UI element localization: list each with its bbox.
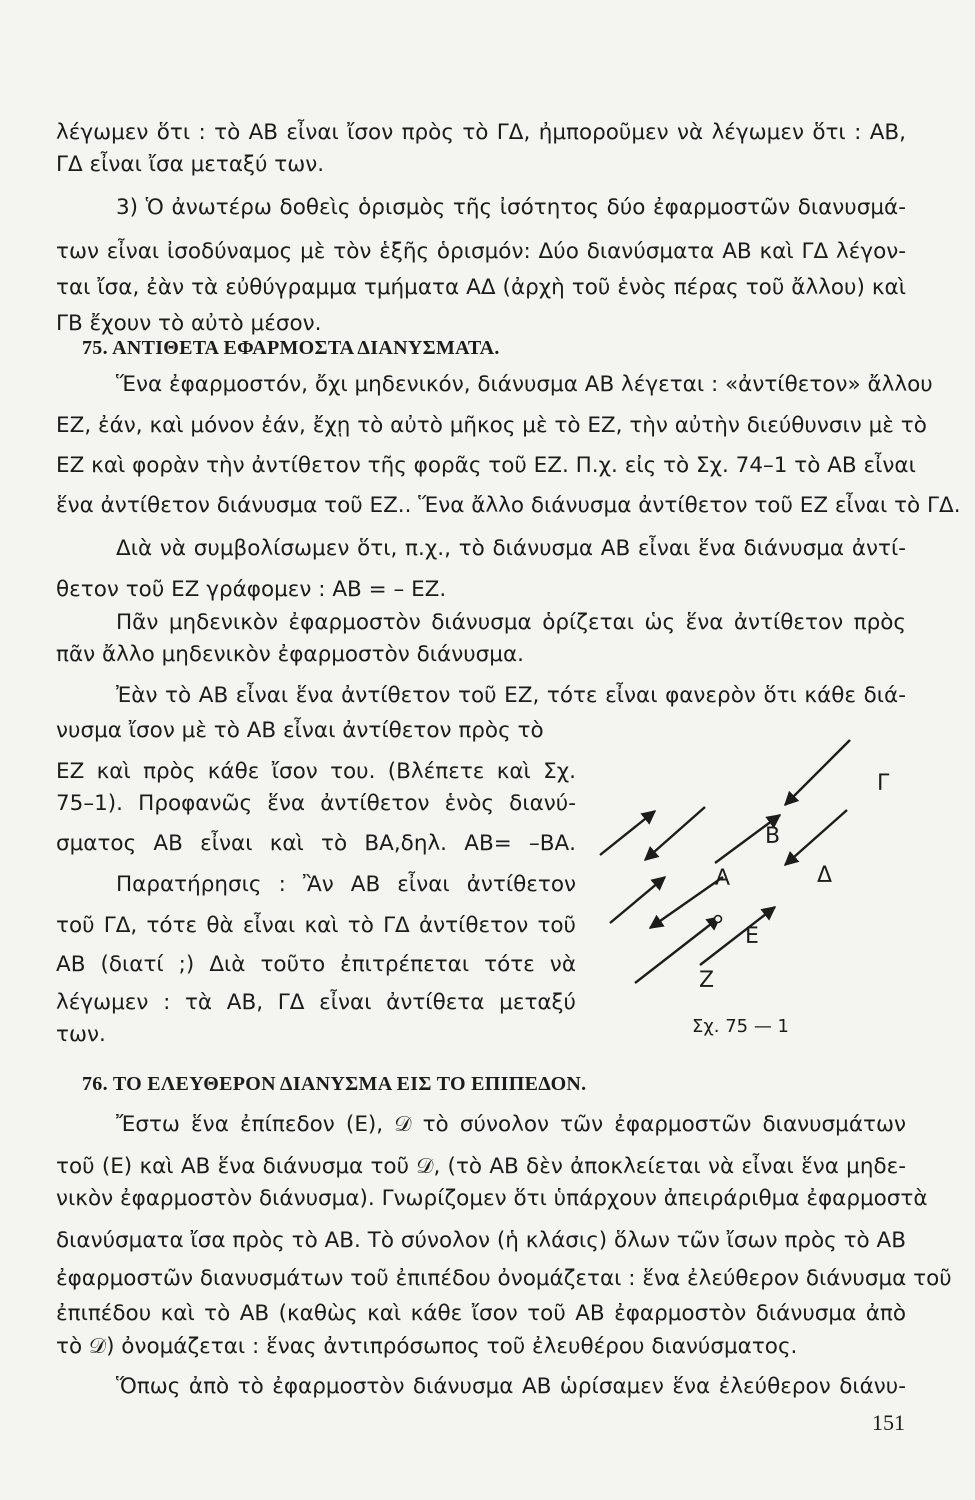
text-line: ται ἴσα, ἐὰν τὰ εὐθύγραμμα τμήματα ΑΔ (ἀρχὴ τοῦ ἑνὸς πέρας τοῦ ἄλλου) καὶ bbox=[56, 275, 906, 300]
text-line: ΓΔ εἶναι ἴσα μεταξύ των. bbox=[56, 152, 325, 177]
text-line: σματος ΑΒ εἶναι καὶ τὸ ΒΑ,δηλ. ΑΒ= –ΒΑ. bbox=[56, 831, 576, 856]
vector-upper-2 bbox=[645, 807, 705, 860]
label-gamma: Γ bbox=[877, 771, 890, 796]
label-epsilon: Ε bbox=[745, 924, 759, 949]
text-line: Ἕνα ἐφαρμοστόν, ὄχι μηδενικόν, διάνυσμα ΑΒ λέγεται : «ἀντίθετον» ἄλλου bbox=[116, 372, 933, 397]
vector-upper-1 bbox=[600, 811, 655, 855]
text-line: ΕΖ καὶ φορὰν τὴν ἀντίθετον τῆς φορᾶς τοῦ ΕΖ. Π.χ. εἰς τὸ Σχ. 74–1 τὸ ΑΒ εἶναι bbox=[56, 453, 916, 478]
page-number: 151 bbox=[872, 1410, 905, 1435]
text-line: πᾶν ἄλλο μηδενικὸν ἐφαρμοστὸν διάνυσμα. bbox=[56, 642, 524, 667]
text-line: Ἐὰν τὸ ΑΒ εἶναι ἕνα ἀντίθετον τοῦ ΕΖ, τότε εἶναι φανερὸν ὅτι κάθε διά- bbox=[116, 683, 906, 708]
vector-lower-4 bbox=[700, 907, 775, 965]
text-line: των εἶναι ἰσοδύναμος μὲ τὸν ἑξῆς ὁρισμόν: Δύο διανύσματα ΑΒ καὶ ΓΔ λέγον- bbox=[56, 239, 906, 264]
label-zeta: Ζ bbox=[699, 968, 715, 993]
label-beta: Β bbox=[765, 824, 781, 849]
text-line: λέγωμεν : τὰ ΑΒ, ΓΔ εἶναι ἀντίθετα μεταξύ bbox=[56, 990, 576, 1015]
text-line: νυσμα ἴσον μὲ τὸ ΑΒ εἶναι ἀντίθετον πρὸς τὸ bbox=[56, 718, 544, 743]
text-line: διανύσματα ἴσα πρὸς τὸ ΑΒ. Τὸ σύνολον (ἡ κλάσις) ὅλων τῶν ἴσων πρὸς τὸ ΑΒ bbox=[56, 1228, 906, 1253]
text-line: τοῦ (Ε) καὶ ΑΒ ἕνα διάνυσμα τοῦ 𝒟, (τὸ ΑΒ δὲν ἀποκλείεται νὰ εἶναι ἕνα μηδε- bbox=[56, 1154, 906, 1179]
text-line: 75–1). Προφανῶς ἕνα ἀντίθετον ἑνὸς διανύ- bbox=[56, 791, 576, 816]
text-line: τοῦ ΓΔ, τότε θὰ εἶναι καὶ τὸ ΓΔ ἀντίθετον τοῦ bbox=[56, 913, 576, 938]
section-heading-75: 75. ΑΝΤΙΘΕΤΑ ΕΦΑΡΜΟΣΤΑ ΔΙΑΝΥΣΜΑΤΑ. bbox=[82, 337, 500, 359]
text-line: Ὅπως ἀπὸ τὸ ἐφαρμοστὸν διάνυσμα ΑΒ ὡρίσαμεν ἕνα ἐλεύθερον διάνυ- bbox=[116, 1374, 906, 1399]
label-alpha: Α bbox=[715, 866, 731, 891]
vector-lower-1 bbox=[610, 877, 665, 923]
text-line: ΕΖ, ἐάν, καὶ μόνον ἐάν, ἔχῃ τὸ αὐτὸ μῆκος μὲ τὸ ΕΖ, τὴν αὐτὴν διεύθυνσιν μὲ τὸ bbox=[56, 413, 927, 438]
section-heading-76: 76. ΤΟ ΕΛΕΥΘΕΡΟΝ ΔΙΑΝΥΣΜΑ ΕΙΣ ΤΟ ΕΠΙΠΕΔΟΝ. bbox=[82, 1073, 587, 1095]
text-line: των. bbox=[56, 1022, 106, 1047]
vector-AB bbox=[650, 877, 723, 928]
text-line: Ἔστω ἕνα ἐπίπεδον (Ε), 𝒟 τὸ σύνολον τῶν ἐφαρμοστῶν διανυσμάτων bbox=[116, 1112, 906, 1137]
text-line: ἐπιπέδου καὶ τὸ ΑΒ (καθὼς καὶ κάθε ἴσον τοῦ ΑΒ ἐφαρμοστὸν διάνυσμα ἀπὸ bbox=[56, 1301, 906, 1326]
vector-upper-4 bbox=[785, 810, 847, 865]
text-line: τὸ 𝒟) ὀνομάζεται : ἕνας ἀντιπρόσωπος τοῦ ἐλευθέρου διανύσματος. bbox=[56, 1334, 798, 1359]
text-line: ἕνα ἀντίθετον διάνυσμα τοῦ ΕΖ.. Ἕνα ἄλλο διάνυσμα ἀντίθετον τοῦ ΕΖ εἶναι τὸ ΓΔ. bbox=[56, 493, 961, 518]
text-line: ἐφαρμοστῶν διανυσμάτων τοῦ ἐπιπέδου ὀνομάζεται : ἕνα ἐλεύθερον διάνυσμα τοῦ bbox=[56, 1266, 952, 1291]
figure-caption: Σχ. 75 — 1 bbox=[692, 1016, 790, 1037]
point-E bbox=[715, 916, 722, 923]
text-line: ΑΒ (διατί ;) Διὰ τοῦτο ἐπιτρέπεται τότε νὰ bbox=[56, 952, 576, 977]
text-line: Διὰ νὰ συμβολίσωμεν ὅτι, π.χ., τὸ διάνυσμα ΑΒ εἶναι ἕνα διάνυσμα ἀντί- bbox=[116, 536, 906, 561]
text-line: Πᾶν μηδενικὸν ἐφαρμοστὸν διάνυσμα ὁρίζεται ὡς ἕνα ἀντίθετον πρὸς bbox=[116, 610, 906, 635]
remark-line: Παρατήρησις : Ἂν ΑΒ εἶναι ἀντίθετον bbox=[116, 872, 576, 897]
label-delta: Δ bbox=[817, 863, 833, 888]
text-line: θετον τοῦ ΕΖ γράφομεν : ΑΒ = – ΕΖ. bbox=[56, 577, 447, 602]
text-line: ΓΒ ἔχουν τὸ αὐτὸ μέσον. bbox=[56, 311, 322, 336]
text-line: ΕΖ καὶ πρὸς κάθε ἴσον του. (Βλέπετε καὶ Σχ. bbox=[56, 759, 576, 784]
text-line: λέγωμεν ὅτι : τὸ ΑΒ εἶναι ἴσον πρὸς τὸ ΓΔ, ἠμποροῦμεν νὰ λέγωμεν ὅτι : ΑΒ, bbox=[56, 120, 906, 145]
text-line: νικὸν ἐφαρμοστὸν διάνυσμα). Γνωρίζομεν ὅτι ὑπάρχουν ἀπειράριθμα ἐφαρμοστὰ bbox=[56, 1186, 928, 1211]
vector-GD bbox=[785, 740, 850, 805]
text-line: 3) Ὁ ἀνωτέρω δοθεὶς ὁρισμὸς τῆς ἰσότητος δύο ἐφαρμοστῶν διανυσμά- bbox=[116, 195, 906, 220]
figure-75-1 bbox=[585, 725, 905, 1045]
